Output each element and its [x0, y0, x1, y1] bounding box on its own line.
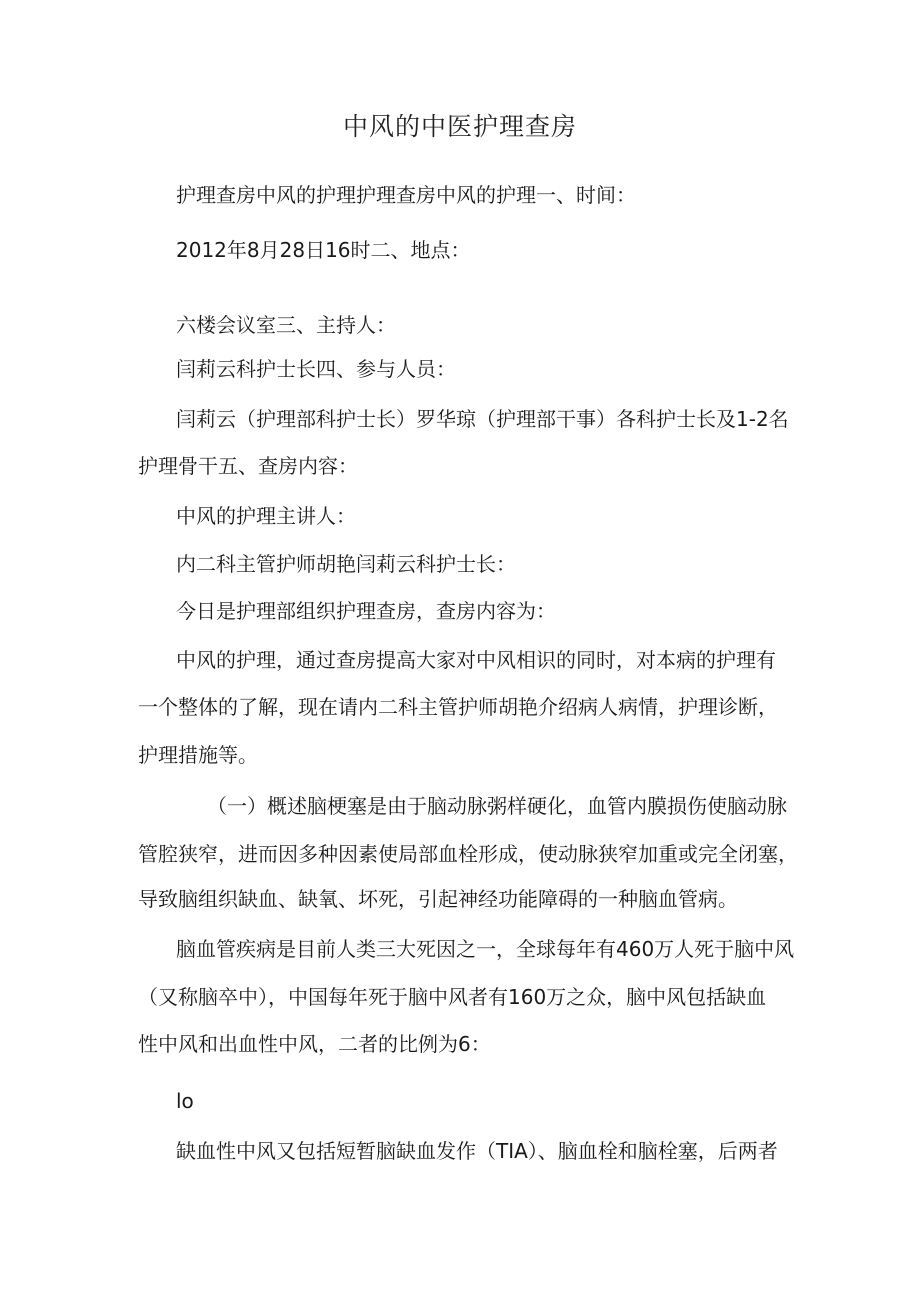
paragraph-line: 2012年8月28日16时二、地点：: [176, 238, 471, 262]
paragraph-line: 脑血管疾病是目前人类三大死因之一，全球每年有460万人死于脑中风: [176, 937, 795, 961]
paragraph-line: 闫莉云（护理部科护士长）罗华琼（护理部干事）各科护士长及1-2名: [176, 407, 789, 431]
paragraph-line: 护理措施等。: [138, 743, 258, 767]
paragraph-line: 性中风和出血性中风，二者的比例为6：: [138, 1032, 491, 1056]
paragraph-line: 管腔狭窄，进而因多种因素使局部血栓形成，使动脉狭窄加重或完全闭塞，: [138, 842, 798, 866]
paragraph-line: lo: [176, 1089, 194, 1113]
paragraph-line: 护理骨干五、查房内容：: [138, 454, 358, 478]
paragraph-line: 闫莉云科护士长四、参与人员：: [176, 357, 456, 381]
paragraph-line: 中风的护理主讲人：: [176, 504, 356, 528]
paragraph-line: 今日是护理部组织护理查房，查房内容为：: [176, 599, 556, 623]
paragraph-line: （一）概述脑梗塞是由于脑动脉粥样硬化，血管内膜损伤使脑动脉: [207, 794, 787, 818]
paragraph-line: 缺血性中风又包括短暂脑缺血发作（TIA）、脑血栓和脑栓塞，后两者: [176, 1139, 778, 1163]
paragraph-line: 内二科主管护师胡艳闫莉云科护士长：: [176, 552, 516, 576]
paragraph-line: （又称脑卒中），中国每年死于脑中风者有160万之众，脑中风包括缺血: [138, 985, 767, 1009]
document-title: 中风的中医护理查房: [342, 112, 577, 141]
paragraph-line: 六楼会议室三、主持人：: [176, 313, 396, 337]
paragraph-line: 中风的护理，通过查房提高大家对中风相识的同时，对本病的护理有: [176, 648, 776, 672]
paragraph-line: 一个整体的了解，现在请内二科主管护师胡艳介绍病人病情，护理诊断，: [138, 695, 778, 719]
paragraph-line: 护理查房中风的护理护理查房中风的护理一、时间：: [176, 183, 636, 207]
paragraph-line: 导致脑组织缺血、缺氧、坏死，引起神经功能障碍的一种脑血管病。: [138, 887, 738, 911]
